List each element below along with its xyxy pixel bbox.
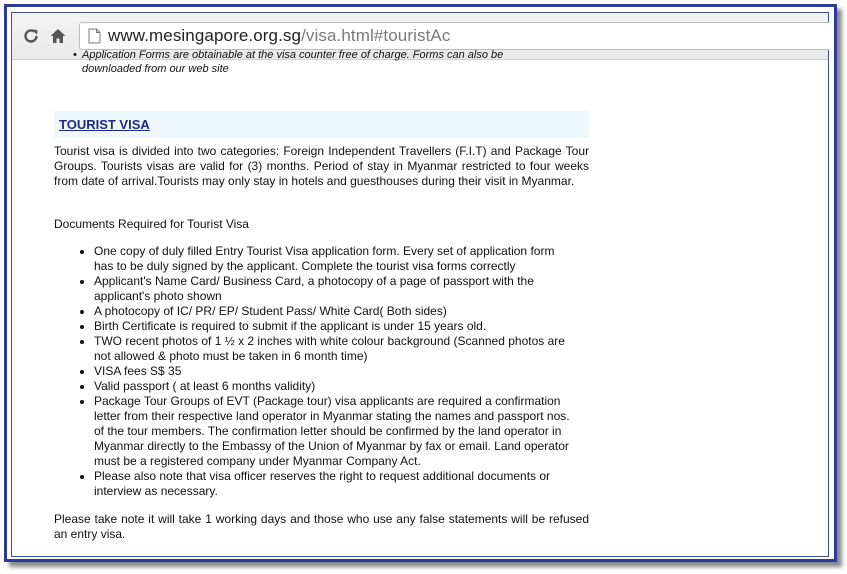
section-heading-band (54, 111, 589, 138)
url-host: www.mesingapore.org.sg (108, 26, 302, 45)
requirements-list (54, 244, 574, 499)
url-text (108, 26, 450, 46)
list-item: • One copy of duly filled Entry Tourist Visa application form. Every set of application form has to be duly signed by the applicant. Complete the tourist visa forms correctly (94, 244, 574, 274)
list-item: • A photocopy of IC/ PR/ EP/ Student Pass/ White Card( Both sides) (94, 304, 574, 319)
list-item: • VISA fees S$ 35 (94, 364, 574, 379)
list-item: • Valid passport ( at least 6 months validity) (94, 379, 574, 394)
list-item: • Package Tour Groups of EVT (Package tour) visa applicants are required a confirmation letter from their respective land operator in Myanmar stating the names and passport nos. of the tour members. The confirmation letter should be confirmed by the land operator in Myanmar directly to the Embassy of the Union of Myanmar by fax or email. Land operator must be a registered company under Myanmar Company Act. (94, 394, 574, 469)
reload-icon (22, 27, 40, 45)
note-text: Application Forms are obtainable at the visa counter free of charge. Forms can also be downloaded from our web site (82, 49, 504, 75)
documents-title: Documents Required for Tourist Visa (54, 217, 249, 231)
reload-button[interactable] (20, 25, 42, 47)
list-item: • Please also note that visa officer reserves the right to request additional documents or interview as necessary. (94, 469, 574, 499)
bullet: • (73, 49, 77, 61)
list-item: • Birth Certificate is required to submit if the applicant is under 15 years old. (94, 319, 574, 334)
list-item: • Applicant's Name Card/ Business Card, a photocopy of a page of passport with the applicant's photo shown (94, 274, 574, 304)
url-path: /visa.html#touristAc (301, 26, 451, 45)
page-icon (88, 28, 101, 44)
closing-paragraph: Please take note it will take 1 working days and those who use any false statements will be refused an entry visa. (54, 512, 589, 541)
address-bar[interactable] (79, 22, 829, 50)
home-icon (49, 27, 67, 45)
intro-paragraph: Tourist visa is divided into two categories: Foreign Independent Travellers (F.I.T) and Package Tour Groups. Tourists visas are valid for (3) months. Period of stay in Myanmar restricted to four weeks from date of arrival.Tourists may only stay in hotels and guesthouses during their visit in Myanmar. (54, 144, 589, 188)
list-item: • TWO recent photos of 1 ½ x 2 inches with white colour background (Scanned photos are not allowed & photo must be taken in 6 month time) (94, 334, 574, 364)
application-forms-note (73, 48, 552, 76)
home-button[interactable] (47, 25, 69, 47)
tourist-visa-heading-link[interactable]: TOURIST VISA (59, 117, 150, 132)
